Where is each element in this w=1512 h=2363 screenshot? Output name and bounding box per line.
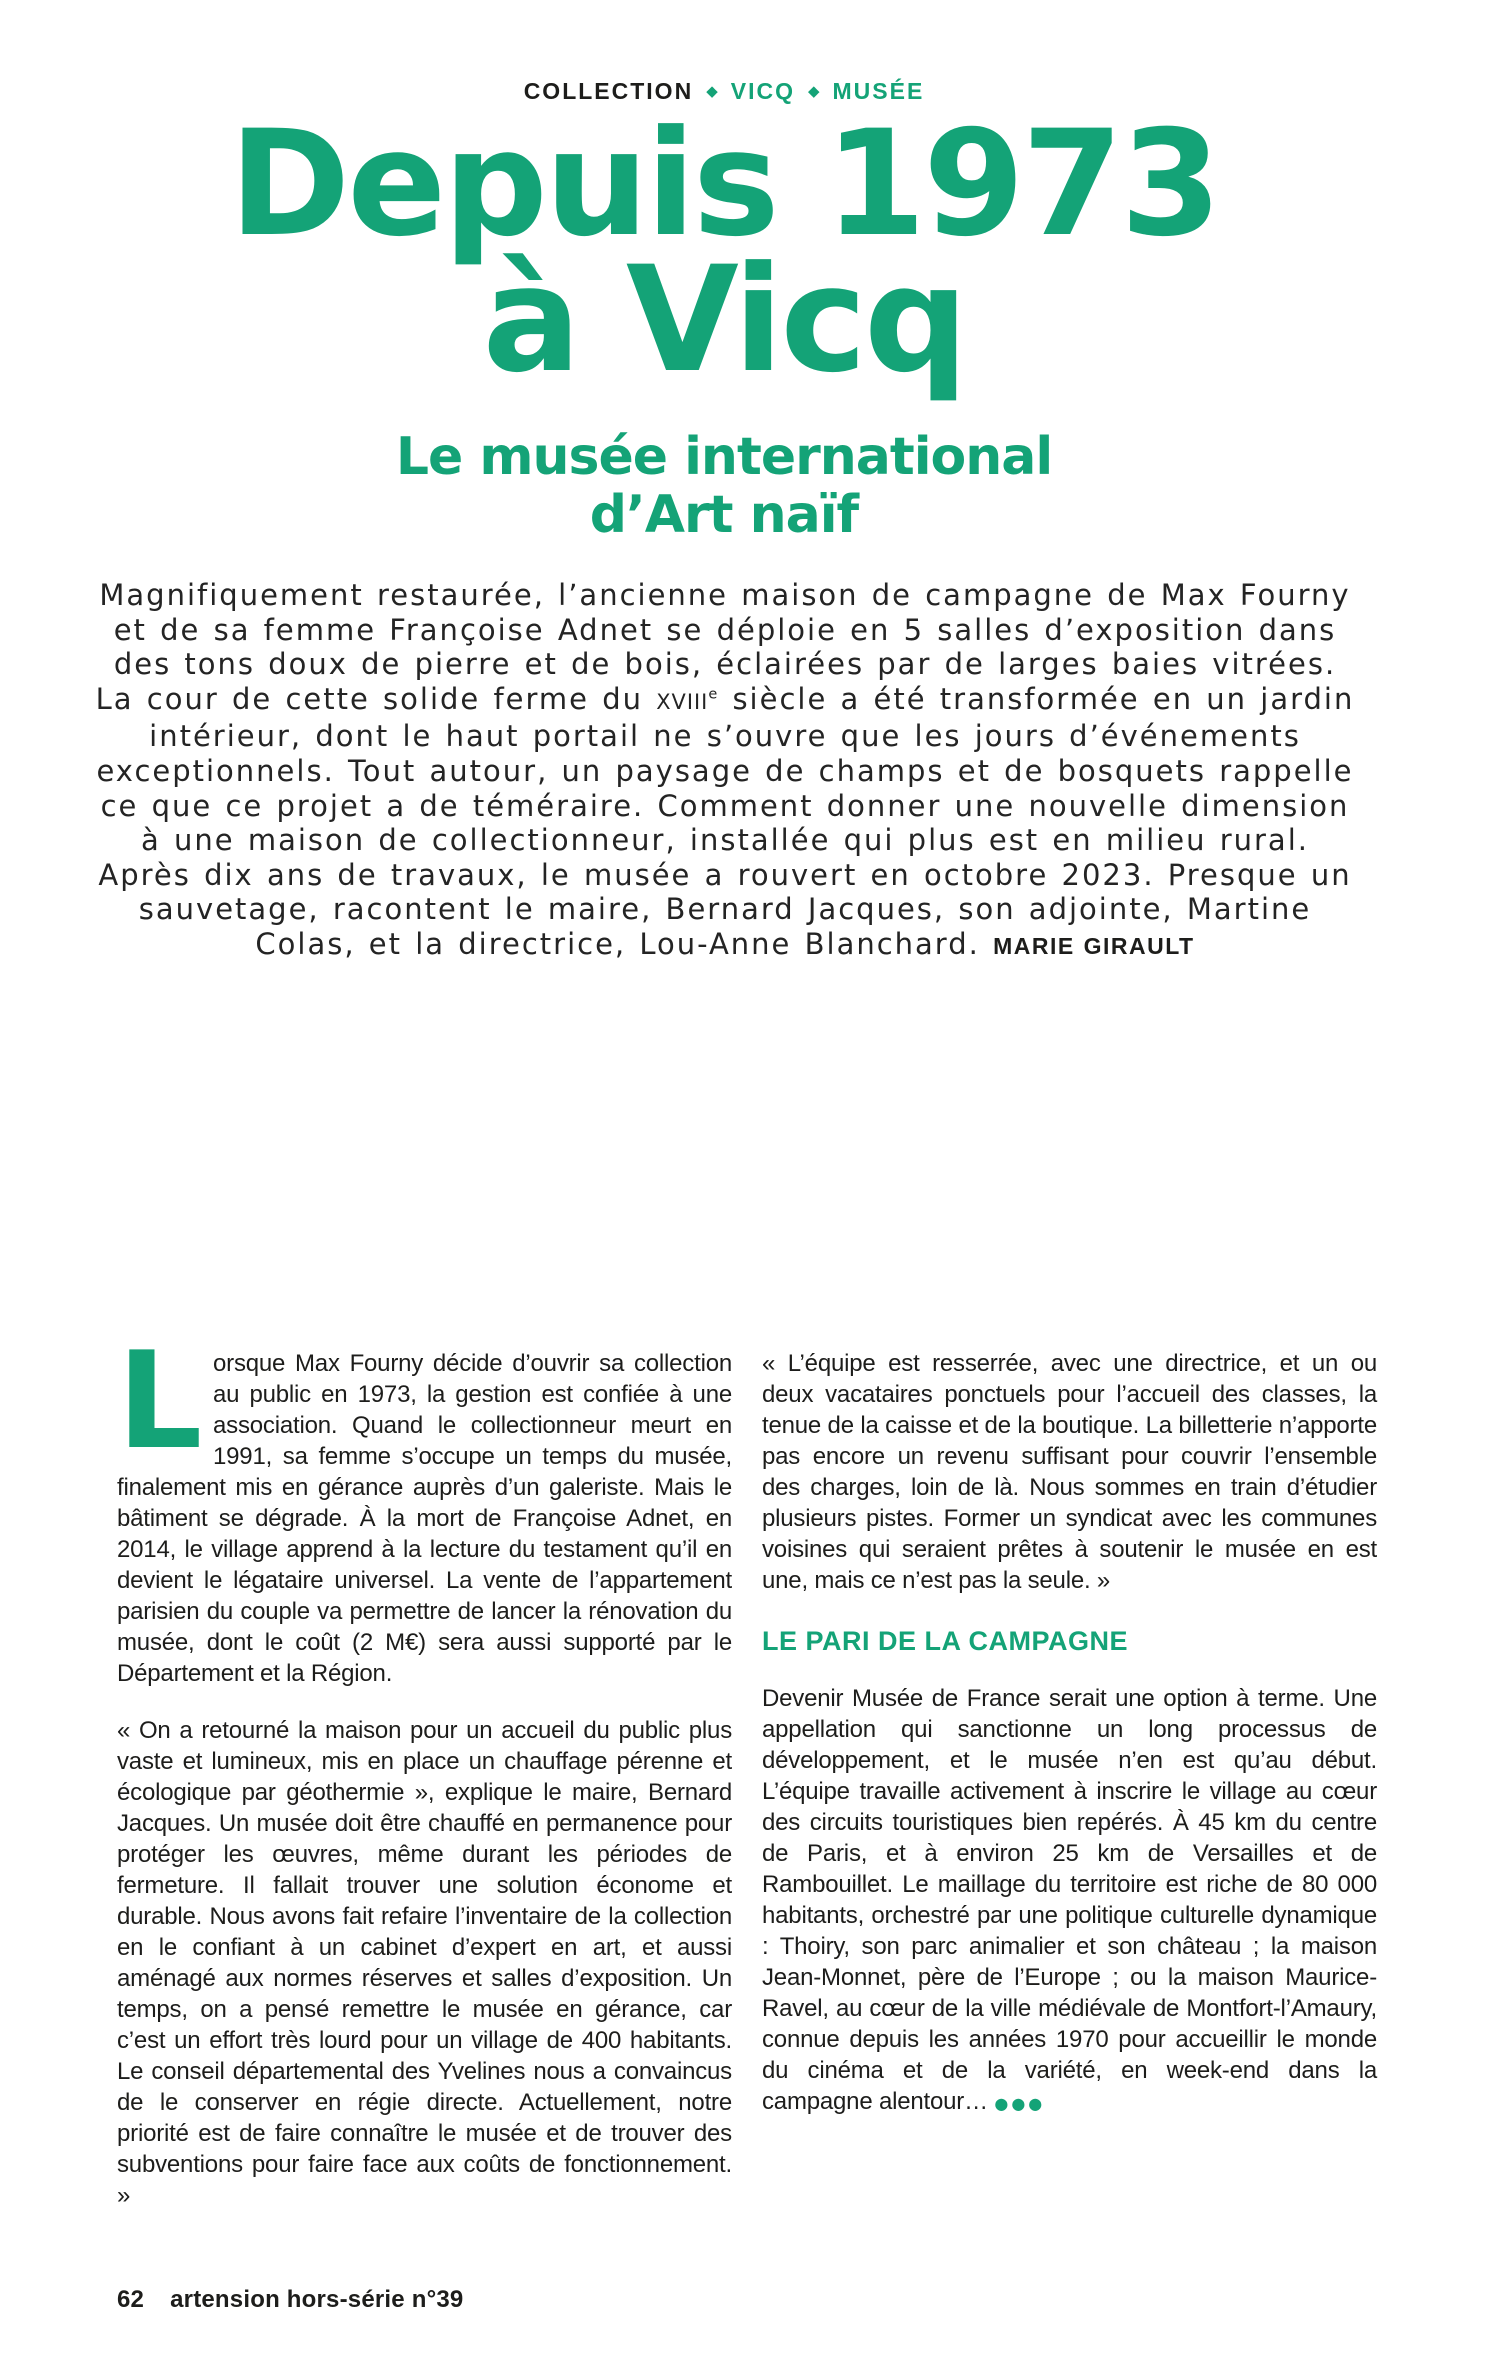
lede-text-1: Magnifiquement restaurée, l’ancienne maison de campagne de Max Fourny et de sa femme Françoise Adnet se déploie en 5 salles d’exposition dans des tons doux de pierre et de bois, éclairées par de larges baies vitrées. La cour de cette solide ferme du <box>95 578 1351 716</box>
article-title <box>0 99 1448 405</box>
magazine-title: artension hors-série n°39 <box>170 2286 464 2313</box>
paragraph-4 <box>762 1683 1377 2119</box>
kicker-tag-musee: MUSÉE <box>832 78 925 104</box>
diamond-icon: ◆ <box>807 82 820 100</box>
paragraph-4-text: Devenir Musée de France serait une option à terme. Une appellation qui sanctionne un long processus de développement, et le musée n’en est qu’au début. L’équipe travaille activement à inscrire le village au cœur des circuits touristiques bien repérés. À 45 km du centre de Paris, et à environ 25 km de Versailles et de Rambouillet. Le maillage du territoire est riche de 80 000 habitants, orchestré par une politique culturelle dynamique : Thoiry, son parc animalier et son château ; la maison Jean-Monnet, père de l’Europe ; ou la maison Maurice-Ravel, au cœur de la ville médiévale de Montfort-l’Amaury, connue depuis les années 1970 pour accueillir le monde du cinéma et de la variété, en week-end dans la campagne alentour… <box>762 1685 1377 2115</box>
kicker-tag-vicq: VICQ <box>730 78 795 104</box>
drop-cap: L <box>117 1323 203 1479</box>
left-column <box>117 1323 732 2211</box>
subtitle-line-2: d’Art naïf <box>589 485 859 545</box>
page-footer <box>117 2286 463 2314</box>
lede-text-2: siècle a été transformée en un jardin intérieur, dont le haut portail ne s’ouvre que les jours d’événements exceptionnels. Tout autour, un paysage de champs et de bosquets rappelle ce que ce projet a de téméraire. Comment donner une nouvelle dimension à une maison de collectionneur, installée qui plus est en milieu rural. Après dix ans de travaux, le musée a rouvert en octobre 2023. Presque un sauvetage, racontent le maire, Bernard Jacques, son adjointe, Martine Colas, et la directrice, Lou-Anne Blanchard. <box>96 681 1355 961</box>
title-line-2: à Vicq <box>482 235 966 405</box>
paragraph-1-text: orsque Max Fourny décide d’ouvrir sa collection au public en 1973, la gestion est confiée à une association. Quand le collectionneur meurt en 1991, sa femme s’occupe un temps du musée, finalement mis en gérance auprès d’un galeriste. Mais le bâtiment se dégrade. À la mort de Françoise Adnet, en 2014, le village apprend à la lecture du testament qu’il en devient le légataire universel. La vente de l’appartement parisien du couple va permettre de lancer la rénovation du musée, dont le coût (2 M€) sera aussi supporté par le Département et la Région. <box>117 1350 732 1687</box>
article-subtitle <box>0 428 1448 544</box>
paragraph-1 <box>117 1323 732 1689</box>
century-smallcaps: XVIII <box>656 689 709 714</box>
subtitle-line-1: Le musée international <box>395 427 1053 487</box>
diamond-icon: ◆ <box>706 82 718 100</box>
right-column <box>762 1348 1377 2211</box>
paragraph-2: « On a retourné la maison pour un accueil du public plus vaste et lumineux, mis en place un chauffage pérenne et écologique par géothermie », explique le maire, Bernard Jacques. Un musée doit être chauffé en permanence pour protéger les œuvres, même durant les périodes de fermeture. Il fallait trouver une solution économe et durable. Nous avons fait refaire l’inventaire de la collection en le confiant à un cabinet d’expert en art, et aussi aménagé aux normes réserves et salles d’exposition. Un temps, on a pensé remettre le musée en gérance, car c’est un effort très lourd pour un village de 400 habitants. Le conseil départemental des Yvelines nous a convaincus de le conserver en régie directe. Actuellement, notre priorité est de faire connaître le musée et de trouver des subventions pour faire face aux coûts de fonctionnement. » <box>117 1717 732 2209</box>
kicker-section: COLLECTION <box>523 78 694 104</box>
lede-paragraph <box>92 578 1358 964</box>
end-of-article-dots: ●●● <box>994 2094 1046 2113</box>
article-body <box>117 1323 1377 2211</box>
page-number: 62 <box>117 2286 145 2313</box>
century-ordinal: e <box>708 686 720 703</box>
section-subhead: LE PARI DE LA CAMPAGNE <box>762 1626 1129 1656</box>
author-byline: MARIE GIRAULT <box>993 932 1195 959</box>
paragraph-3: « L’équipe est resserrée, avec une directrice, et un ou deux vacataires ponctuels pour l’accueil des classes, la tenue de la caisse et de la boutique. La billetterie n’apporte pas encore un revenu suffisant pour couvrir l’ensemble des charges, loin de là. Nous sommes en train d’étudier plusieurs pistes. Former un syndicat avec les communes voisines qui seraient prêtes à soutenir le musée en est une, mais ce n’est pas la seule. » <box>762 1350 1377 1594</box>
title-line-1: Depuis 1973 <box>229 99 1219 269</box>
